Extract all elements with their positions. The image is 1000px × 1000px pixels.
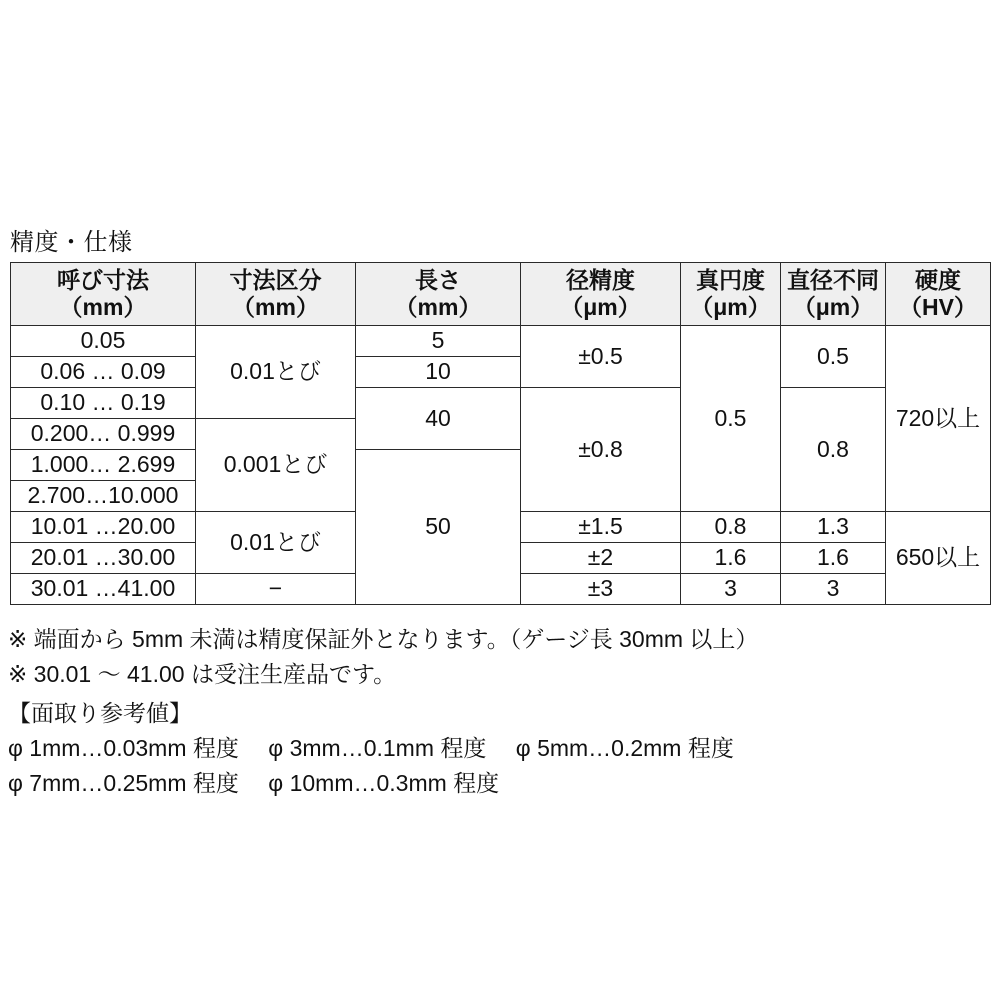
cell-length: 5 [356, 326, 521, 357]
cell-length: 40 [356, 388, 521, 450]
column-header-diameter-variation [781, 263, 886, 326]
column-header-length [356, 263, 521, 326]
chamfer-line-2: φ 7mm…0.25mm 程度 φ 10mm…0.3mm 程度 [8, 769, 500, 796]
cell-nominal-size: 0.05 [11, 326, 196, 357]
column-header-size-class [196, 263, 356, 326]
cell-nominal-size: 20.01 …30.00 [11, 543, 196, 574]
table-row [11, 326, 991, 357]
cell-nominal-size: 0.10 … 0.19 [11, 388, 196, 419]
header-main: 径精度 [566, 266, 635, 293]
cell-diameter-accuracy: ±2 [521, 543, 681, 574]
header-sub: （μm） [560, 294, 641, 320]
cell-diameter-accuracy: ±0.5 [521, 326, 681, 388]
cell-hardness: 720以上 [886, 326, 991, 512]
column-header-nominal-size [11, 263, 196, 326]
header-sub: （μm） [690, 294, 771, 320]
header-main: 真円度 [696, 266, 765, 293]
cell-nominal-size: 0.06 … 0.09 [11, 357, 196, 388]
cell-size-class: − [196, 574, 356, 605]
cell-nominal-size: 1.000… 2.699 [11, 450, 196, 481]
cell-diameter-variation: 0.8 [781, 388, 886, 512]
header-sub: （mm） [232, 294, 319, 320]
cell-nominal-size: 30.01 …41.00 [11, 574, 196, 605]
header-main: 直径不同 [787, 266, 879, 293]
cell-roundness: 0.5 [681, 326, 781, 512]
cell-length: 10 [356, 357, 521, 388]
cell-roundness: 1.6 [681, 543, 781, 574]
cell-length: 50 [356, 450, 521, 605]
notes-block [8, 622, 758, 801]
cell-nominal-size: 10.01 …20.00 [11, 512, 196, 543]
table-header-row [11, 263, 991, 326]
cell-diameter-variation: 1.3 [781, 512, 886, 543]
chamfer-line-1: φ 1mm…0.03mm 程度 φ 3mm…0.1mm 程度 φ 5mm…0.2mm 程度 [8, 734, 734, 761]
header-sub: （HV） [899, 294, 977, 320]
cell-size-class: 0.01とび [196, 512, 356, 574]
page-title: 精度・仕様 [10, 229, 133, 256]
cell-nominal-size: 2.700…10.000 [11, 481, 196, 512]
header-main: 硬度 [915, 266, 961, 293]
cell-roundness: 3 [681, 574, 781, 605]
column-header-roundness [681, 263, 781, 326]
cell-diameter-variation: 3 [781, 574, 886, 605]
cell-diameter-accuracy: ±1.5 [521, 512, 681, 543]
note-line-1: ※ 端面から 5mm 未満は精度保証外となります。（ゲージ長 30mm 以上） [8, 626, 759, 652]
chamfer-reference-title: 【面取り参考値】 [8, 699, 192, 726]
cell-diameter-variation: 0.5 [781, 326, 886, 388]
note-line-2: ※ 30.01 〜 41.00 は受注生産品です。 [8, 660, 397, 687]
header-main: 長さ [415, 266, 461, 293]
header-sub: （mm） [59, 294, 147, 320]
column-header-hardness [886, 263, 991, 326]
header-sub: （μm） [792, 294, 874, 320]
cell-diameter-accuracy: ±3 [521, 574, 681, 605]
cell-size-class: 0.001とび [196, 419, 356, 512]
header-main: 寸法区分 [229, 266, 322, 293]
cell-diameter-accuracy: ±0.8 [521, 388, 681, 512]
column-header-diameter-accuracy [521, 263, 681, 326]
cell-roundness: 0.8 [681, 512, 781, 543]
table-row [11, 388, 991, 419]
cell-nominal-size: 0.200… 0.999 [11, 419, 196, 450]
header-main: 呼び寸法 [57, 266, 149, 293]
header-sub: （mm） [394, 294, 482, 320]
cell-size-class: 0.01とび [196, 326, 356, 419]
cell-diameter-variation: 1.6 [781, 543, 886, 574]
specification-table [10, 262, 991, 605]
cell-hardness: 650以上 [886, 512, 991, 605]
